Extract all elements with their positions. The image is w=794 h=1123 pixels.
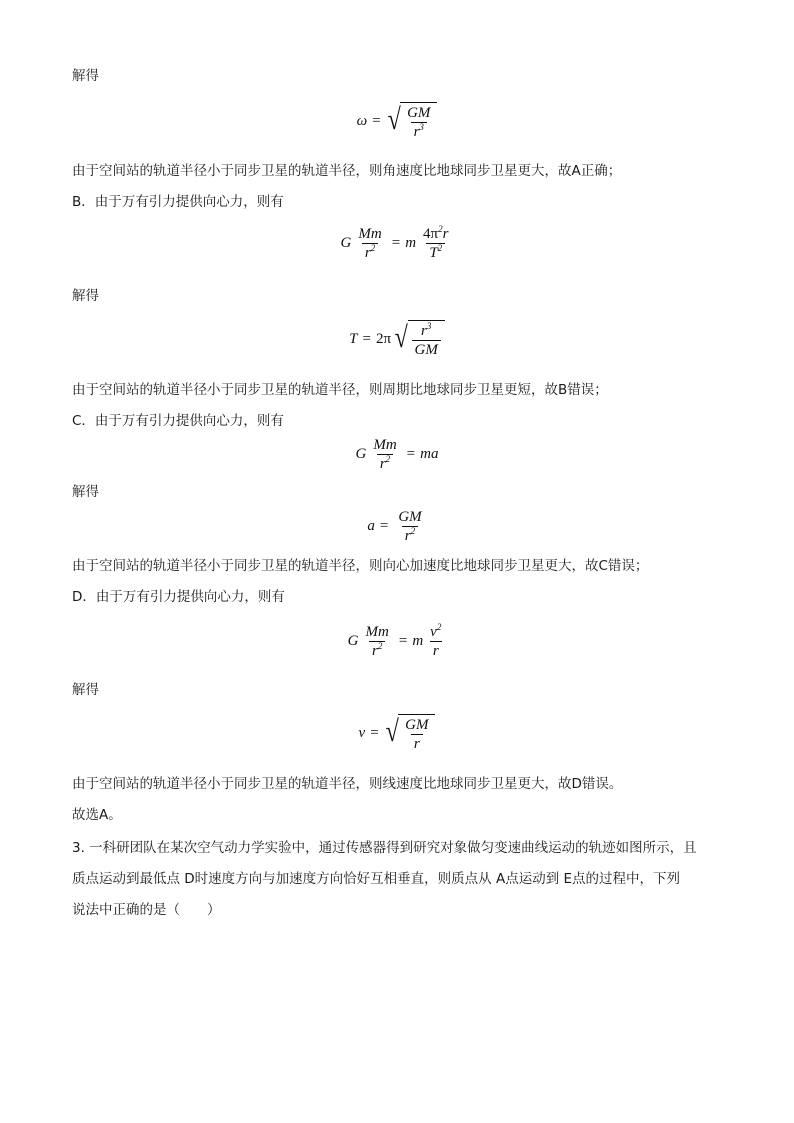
solve-label: 解得 [72, 682, 99, 698]
option-d-conclusion: 由于空间站的轨道半径小于同步卫星的轨道半径，则线速度比地球同步卫星更大，故D错误。 [72, 776, 623, 792]
solve-label: 解得 [72, 288, 99, 304]
formula-period: T = 2π √ $\frac{r^3}{GM}$ [0, 320, 794, 358]
option-c-conclusion: 由于空间站的轨道半径小于同步卫星的轨道半径，则向心加速度比地球同步卫星更大，故C错误； [72, 558, 649, 574]
formula-b-equation: G $\frac{Mm}{r^2}$ = m $\frac{4\pi^2r}{T^2}$ [340, 224, 449, 261]
option-c-intro: C．由于万有引力提供向心力，则有 [72, 413, 284, 429]
question-3-line-1: 3. 一科研团队在某次空气动力学实验中，通过传感器得到研究对象做匀变速曲线运动的轨迹如图所示，且 [72, 840, 697, 856]
solve-label: 解得 [72, 484, 99, 500]
formula-c-equation: G $\frac{Mm}{r^2}$ = ma [355, 437, 439, 472]
option-b-intro: B．由于万有引力提供向心力，则有 [72, 194, 284, 210]
question-3-line-2: 质点运动到最低点 D时速度方向与加速度方向恰好互相垂直，则质点从 A点运动到 E点的过程中，下列 [72, 871, 681, 887]
formula-velocity: v = √ $\frac{GM}{r}$ [0, 714, 794, 752]
question-3-line-3: 说法中正确的是（ ） [72, 902, 221, 918]
formula-d-equation: G $\frac{Mm}{r^2}$ = m $\frac{v^2}{r}$ [347, 622, 442, 659]
option-d-intro: D．由于万有引力提供向心力，则有 [72, 589, 285, 605]
option-a-conclusion: 由于空间站的轨道半径小于同步卫星的轨道半径，则角速度比地球同步卫星更大，故A正确； [72, 163, 622, 179]
formula-acceleration: a = $\frac{GM}{r^2}$ [367, 509, 422, 544]
option-b-conclusion: 由于空间站的轨道半径小于同步卫星的轨道半径，则周期比地球同步卫星更短，故B错误； [72, 382, 608, 398]
solve-label: 解得 [72, 68, 99, 84]
answer-line: 故选A。 [72, 807, 122, 823]
formula-omega: ω = √ $\frac{GM}{r^3}$ [0, 102, 794, 140]
